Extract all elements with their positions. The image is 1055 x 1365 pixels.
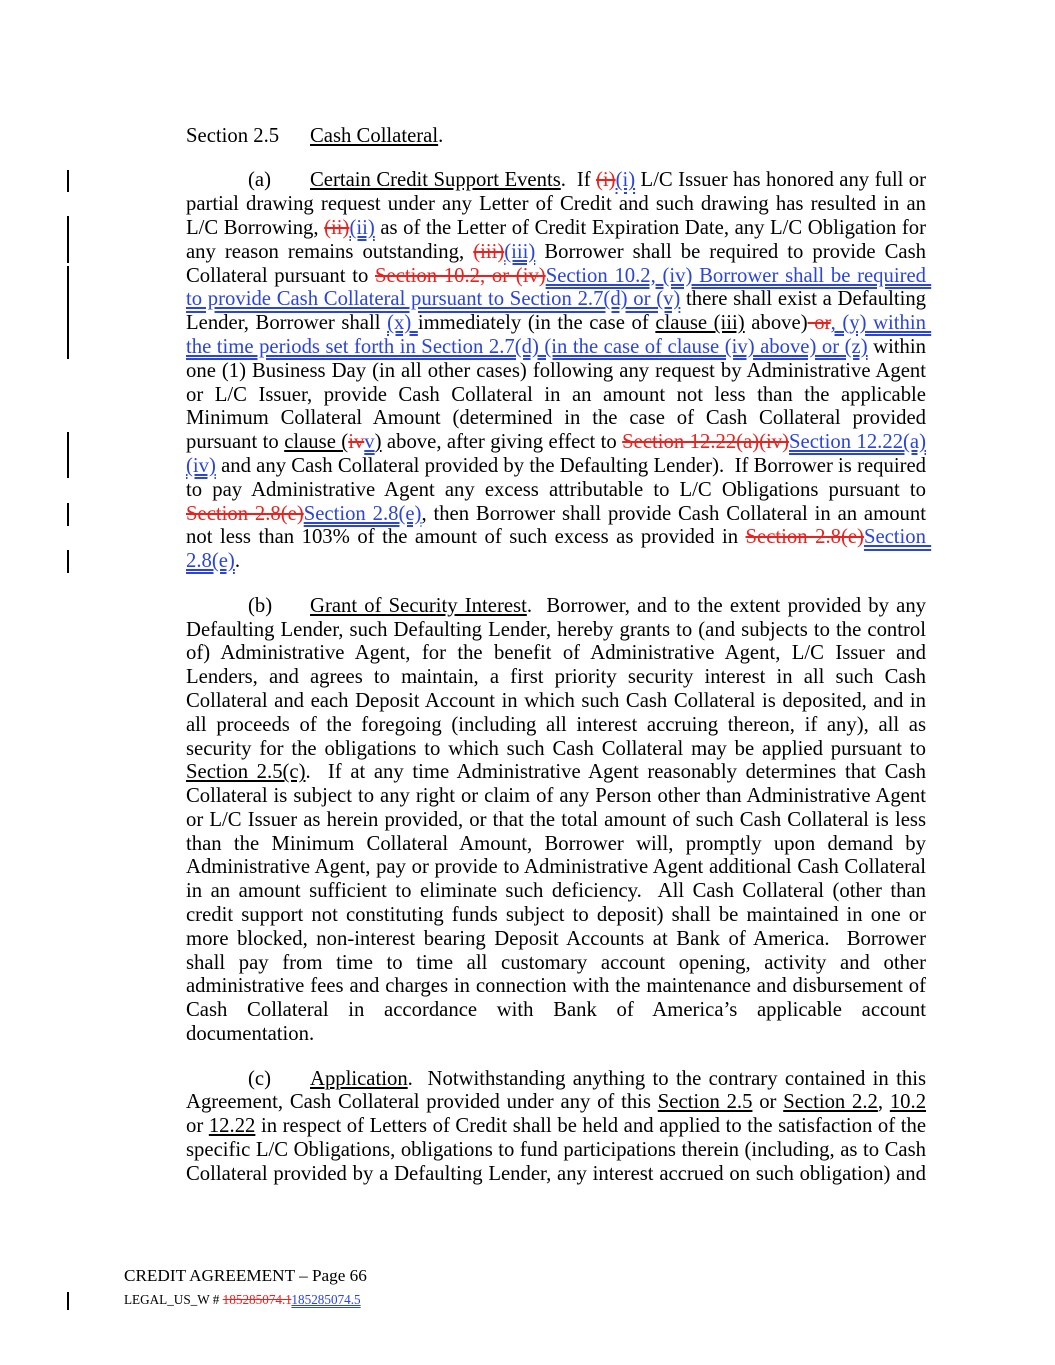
underlined-text: Application [310,1067,408,1090]
body-text: Borrower shall be required to provide Cash Collateral pursuant to [186,240,932,287]
body-text: . Borrower, and to the extent provided by any Defaulting Lender, such Defaulting Lender, hereby grants to (and subjects to the control of) Administrative Agent, for the benefit of Administrative Agent, L/C Issuer and Lenders, and agrees to maintain, a first priority security interest in all such Cash Collateral and each Deposit Account in which such Cash Collateral is deposited, and in all proceeds of the foregoing (including all interest accruing thereon, if any), all as security for the obligations to which such Cash Collateral may be applied pursuant to [186,594,932,760]
paragraph-label: (b) [248,594,273,617]
section-title-period: . [438,125,444,147]
deleted-text: Section 12.22(a)(iv) [622,431,790,454]
body-text: and any Cash Collateral provided by the Defaulting Lender). If Borrower is required to pay Administrative Agent any excess attributable to L/C Obligations pursuant to [186,455,932,501]
deleted-text: Section 10.2, or (iv) [375,264,546,287]
body-text: as of the Letter of Credit Expiration Date, any L/C Obligation for any reason remains outstanding, [186,217,932,263]
inserted-text: , (y) within the time periods set forth in Section 2.7(d) (in the case of clause (iv) above) or (z) [186,312,932,359]
body-text: in respect of Letters of Credit shall be held and applied to the satisfaction of the specific L/C Obligations, obligations to fund participations therein (including, as to Cash Collateral provided by a Defaulting Lender, any interest accrued on such obligation) and [186,1115,932,1185]
body-text: within one (1) Business Day (in all other cases) following any request by Administrative Agent or L/C Issuer, provide Cash Collateral in an amount not less than the applicable Minimum Collateral Amount (determined in the case of Cash Collateral provided pursuant to [186,336,932,454]
inserted-text: Section 2.8(e) [186,526,932,573]
body-text: or [186,1091,932,1138]
deleted-text: Section 2.8(e) [745,526,864,549]
change-bar [67,170,69,192]
inserted-text: (i) [615,169,636,192]
body-text: . If [560,169,597,192]
underlined-text: Certain Credit Support Events [310,169,561,192]
deleted-text: (ii) [324,217,350,240]
inserted-text: Section 10.2, (iv) Borrower shall be required to provide Cash Collateral pursuant to Section 2.7(d) or (v) [186,264,932,311]
section-title: Cash Collateral [310,125,439,147]
paragraph-a [186,169,932,574]
paragraph-c [186,1067,932,1187]
body-text: above, after giving effect to [381,431,623,454]
body-text: , [877,1091,890,1114]
inserted-text: Section 2.8(e) [303,502,422,525]
body-text: . Notwithstanding anything to the contrary contained in this Agreement, Cash Collateral provided under any of this [186,1067,931,1114]
footer-doc-id [124,1292,361,1308]
document-body [186,125,932,1207]
underlined-text: Section 2.2 [783,1091,878,1114]
doc-number-deleted: 185285074.1 [222,1292,292,1307]
inserted-text: Section 12.22(a)(iv) [186,431,926,478]
underlined-text: Section 2.5(c) [186,761,306,784]
deleted-text: (i) [596,169,616,192]
section-heading [186,125,926,149]
paragraph-label: (c) [248,1067,271,1090]
deleted-text: (iii) [473,240,505,263]
doc-number-inserted: 185285074.5 [291,1292,361,1307]
inserted-text: (x) [387,312,418,335]
underlined-text: clause ( [284,431,349,454]
inserted-text: (ii) [349,217,375,240]
body-text: or [752,1091,784,1114]
change-bar [67,550,69,573]
underlined-text: clause (iii) [655,312,745,335]
change-bar [67,503,69,526]
underlined-text: Grant of Security Interest [310,594,527,617]
body-text: immediately (in the case of [417,312,656,335]
body-text: above) [744,312,808,335]
inserted-text: (iii) [504,240,536,263]
paragraph-b [186,594,932,1047]
underlined-text: ) [374,431,382,454]
change-bar [67,216,69,263]
underlined-text: 12.22 [208,1115,256,1138]
change-bar [67,266,69,359]
underlined-text: Section 2.5 [657,1091,753,1114]
body-text: L/C Issuer has honored any full or partial drawing request under any Letter of Credit and such drawing has resulted in an L/C Borrowing, [186,169,932,240]
body-text: . [234,550,240,573]
change-bar [67,1292,69,1310]
section-number: Section 2.5 [186,125,280,147]
body-text: . If at any time Administrative Agent reasonably determines that Cash Collateral is subject to any right or claim of any Person other than Administrative Agent or L/C Issuer as herein provided, or that the total amount of such Cash Collateral is less than the Minimum Collateral Amount, Borrower will, promptly upon demand by Administrative Agent, pay or provide to Administrative Agent additional Cash Collateral in an amount sufficient to eliminate such deficiency. All Cash Collateral (other than credit support not constituting funds subject to deposit) shall be maintained in one or more blocked, non-interest bearing Deposit Accounts at Bank of America. Borrower shall pay from time to time all customary account opening, activity and other administrative fees and charges in connection with the maintenance and disbursement of Cash Collateral in accordance with Bank of America’s applicable account documentation. [186,761,932,1046]
inserted-text: v [364,431,375,454]
underlined-text: 10.2 [889,1091,927,1114]
doc-id-prefix: LEGAL_US_W # [124,1292,223,1307]
body-text: there shall exist a Defaulting Lender, Borrower shall [186,288,932,335]
deleted-text: or [807,312,831,335]
change-bar [67,432,69,478]
footer-page-label: CREDIT AGREEMENT – Page 66 [124,1266,367,1285]
paragraph-label: (a) [248,169,271,192]
deleted-text: Section 2.8(e) [186,502,304,525]
deleted-text: iv [348,431,365,454]
body-text: , then Borrower shall provide Cash Collateral in an amount not less than 103% of the amount of such excess as provided in [186,502,932,549]
